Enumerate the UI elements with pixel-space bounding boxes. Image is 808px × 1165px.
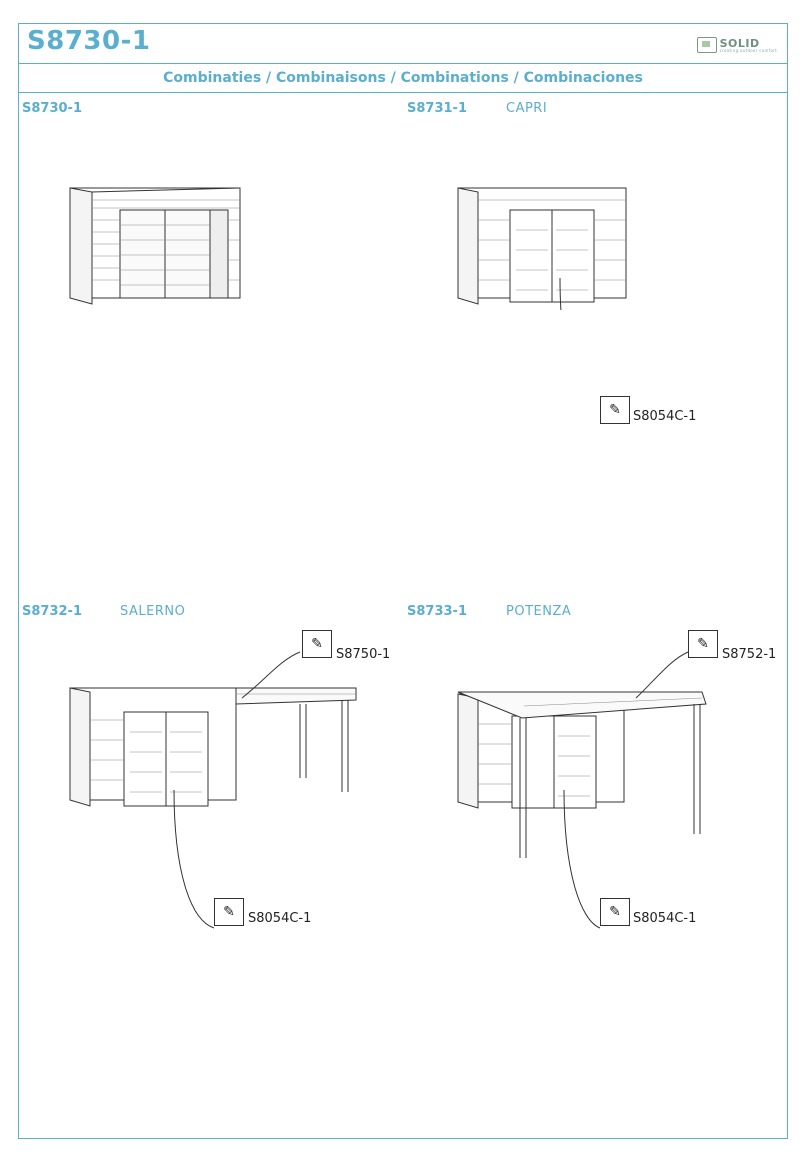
part-ref-5: S8054C-1 bbox=[633, 911, 697, 926]
part-ref-1: S8054C-1 bbox=[633, 409, 697, 424]
logo-word: SOLID bbox=[719, 36, 760, 50]
shed-illustration-1 bbox=[60, 180, 260, 310]
model-name-4: POTENZA bbox=[506, 604, 572, 619]
model-code-1: S8730-1 bbox=[22, 101, 82, 116]
logo-tagline: creating outdoor comfort bbox=[719, 47, 777, 53]
model-code-4: S8733-1 bbox=[407, 604, 467, 619]
connector-lines-3 bbox=[170, 640, 320, 940]
subtitle-bar bbox=[19, 64, 787, 93]
document-title: S8730-1 bbox=[27, 26, 151, 56]
manual-icon: ✎ bbox=[600, 396, 630, 424]
part-ref-4: S8752-1 bbox=[722, 647, 777, 662]
manual-icon: ✎ bbox=[688, 630, 718, 658]
manual-icon: ✎ bbox=[214, 898, 244, 926]
model-name-3: SALERNO bbox=[120, 604, 186, 619]
model-name-2: CAPRI bbox=[506, 101, 548, 116]
model-code-3: S8732-1 bbox=[22, 604, 82, 619]
solid-logo bbox=[697, 34, 777, 56]
manual-icon: ✎ bbox=[600, 898, 630, 926]
logo-mark-icon bbox=[697, 37, 717, 53]
title-bar bbox=[19, 24, 787, 64]
connector-lines-4 bbox=[560, 640, 710, 940]
part-ref-3: S8054C-1 bbox=[248, 911, 312, 926]
part-ref-2: S8750-1 bbox=[336, 647, 391, 662]
subtitle: Combinaties / Combinaisons / Combinations / Combinaciones bbox=[163, 70, 643, 86]
model-code-2: S8731-1 bbox=[407, 101, 467, 116]
shed-illustration-2 bbox=[448, 180, 648, 310]
manual-icon: ✎ bbox=[302, 630, 332, 658]
